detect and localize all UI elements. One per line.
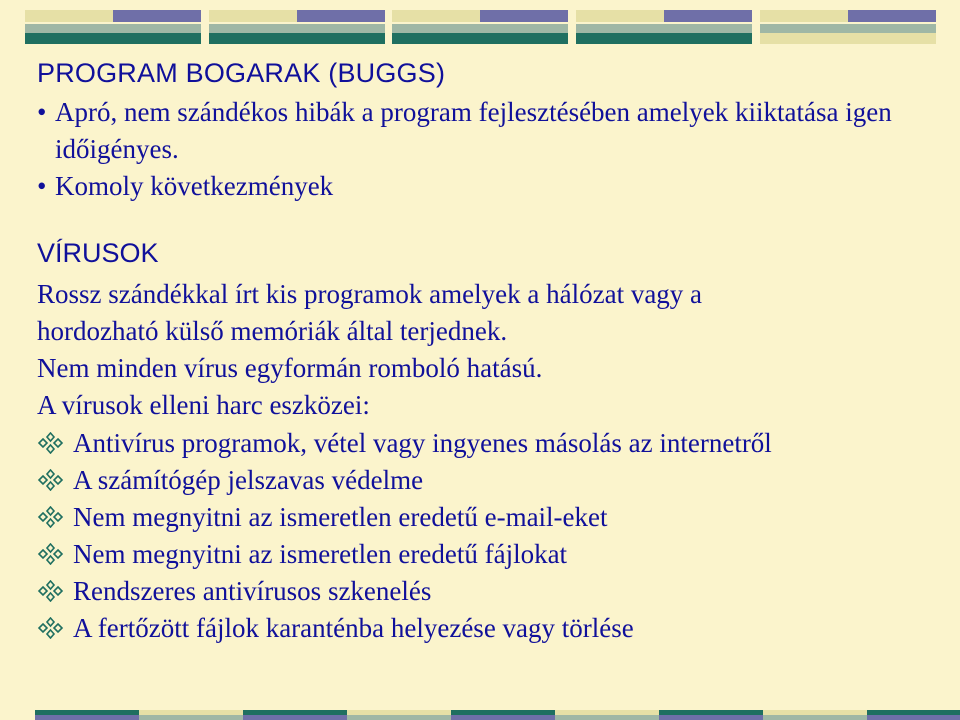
list-item xyxy=(37,168,927,205)
slide-title: PROGRAM BOGARAK (BUGGS) xyxy=(37,58,446,88)
bullet-dot-icon: • xyxy=(37,171,47,201)
section-heading: VÍRUSOK xyxy=(37,238,159,268)
band-segment xyxy=(555,710,659,720)
paragraph-line: Rossz szándékkal írt kis programok amelyek a hálózat vagy a xyxy=(37,279,703,309)
band-segment xyxy=(659,710,763,720)
band-segment xyxy=(763,710,867,720)
paragraph-line: hordozható külső memóriák által terjednek. xyxy=(37,316,508,346)
top-decorative-band xyxy=(0,0,960,50)
four-diamond-icon xyxy=(37,432,64,454)
list-item xyxy=(37,536,937,573)
tool-text: Rendszeres antivírusos szkenelés xyxy=(73,576,432,606)
bullet-text: Komoly következmények xyxy=(55,171,334,201)
bullet-text: Apró, nem szándékos hibák a program fejlesztésében amelyek kiiktatása igen időigényes. xyxy=(55,97,892,164)
band-block xyxy=(25,10,201,44)
virus-paragraph xyxy=(37,276,917,424)
four-diamond-icon xyxy=(37,506,64,528)
tool-text: Nem megnyitni az ismeretlen eredetű e-mail-eket xyxy=(73,502,608,532)
paragraph-line: Nem minden vírus egyformán romboló hatású. xyxy=(37,353,543,383)
four-diamond-icon xyxy=(37,543,64,565)
list-item xyxy=(37,573,937,610)
band-segment xyxy=(139,710,243,720)
bullet-dot-icon: • xyxy=(37,97,47,127)
band-block xyxy=(392,10,568,44)
list-item xyxy=(37,462,937,499)
defense-tools-list xyxy=(37,425,937,647)
band-block xyxy=(760,10,936,44)
tool-text: A számítógép jelszavas védelme xyxy=(73,465,424,495)
bug-bullet-list xyxy=(37,94,927,205)
list-item xyxy=(37,499,937,536)
band-block xyxy=(576,10,752,44)
list-item xyxy=(37,425,937,462)
tool-text: Nem megnyitni az ismeretlen eredetű fájlokat xyxy=(73,539,568,569)
band-segment xyxy=(347,710,451,720)
four-diamond-icon xyxy=(37,580,64,602)
four-diamond-icon xyxy=(37,469,64,491)
list-item xyxy=(37,610,937,647)
tool-text: A fertőzött fájlok karanténba helyezése vagy törlése xyxy=(73,613,634,643)
band-segment xyxy=(451,710,555,720)
four-diamond-icon xyxy=(37,617,64,639)
bottom-decorative-band xyxy=(0,704,960,720)
band-segment xyxy=(243,710,347,720)
paragraph-line: A vírusok elleni harc eszközei: xyxy=(37,390,370,420)
tool-text: Antivírus programok, vétel vagy ingyenes másolás az internetről xyxy=(73,428,772,458)
list-item xyxy=(37,94,927,168)
band-segment xyxy=(35,710,139,720)
band-block xyxy=(209,10,385,44)
band-segment xyxy=(867,710,960,720)
